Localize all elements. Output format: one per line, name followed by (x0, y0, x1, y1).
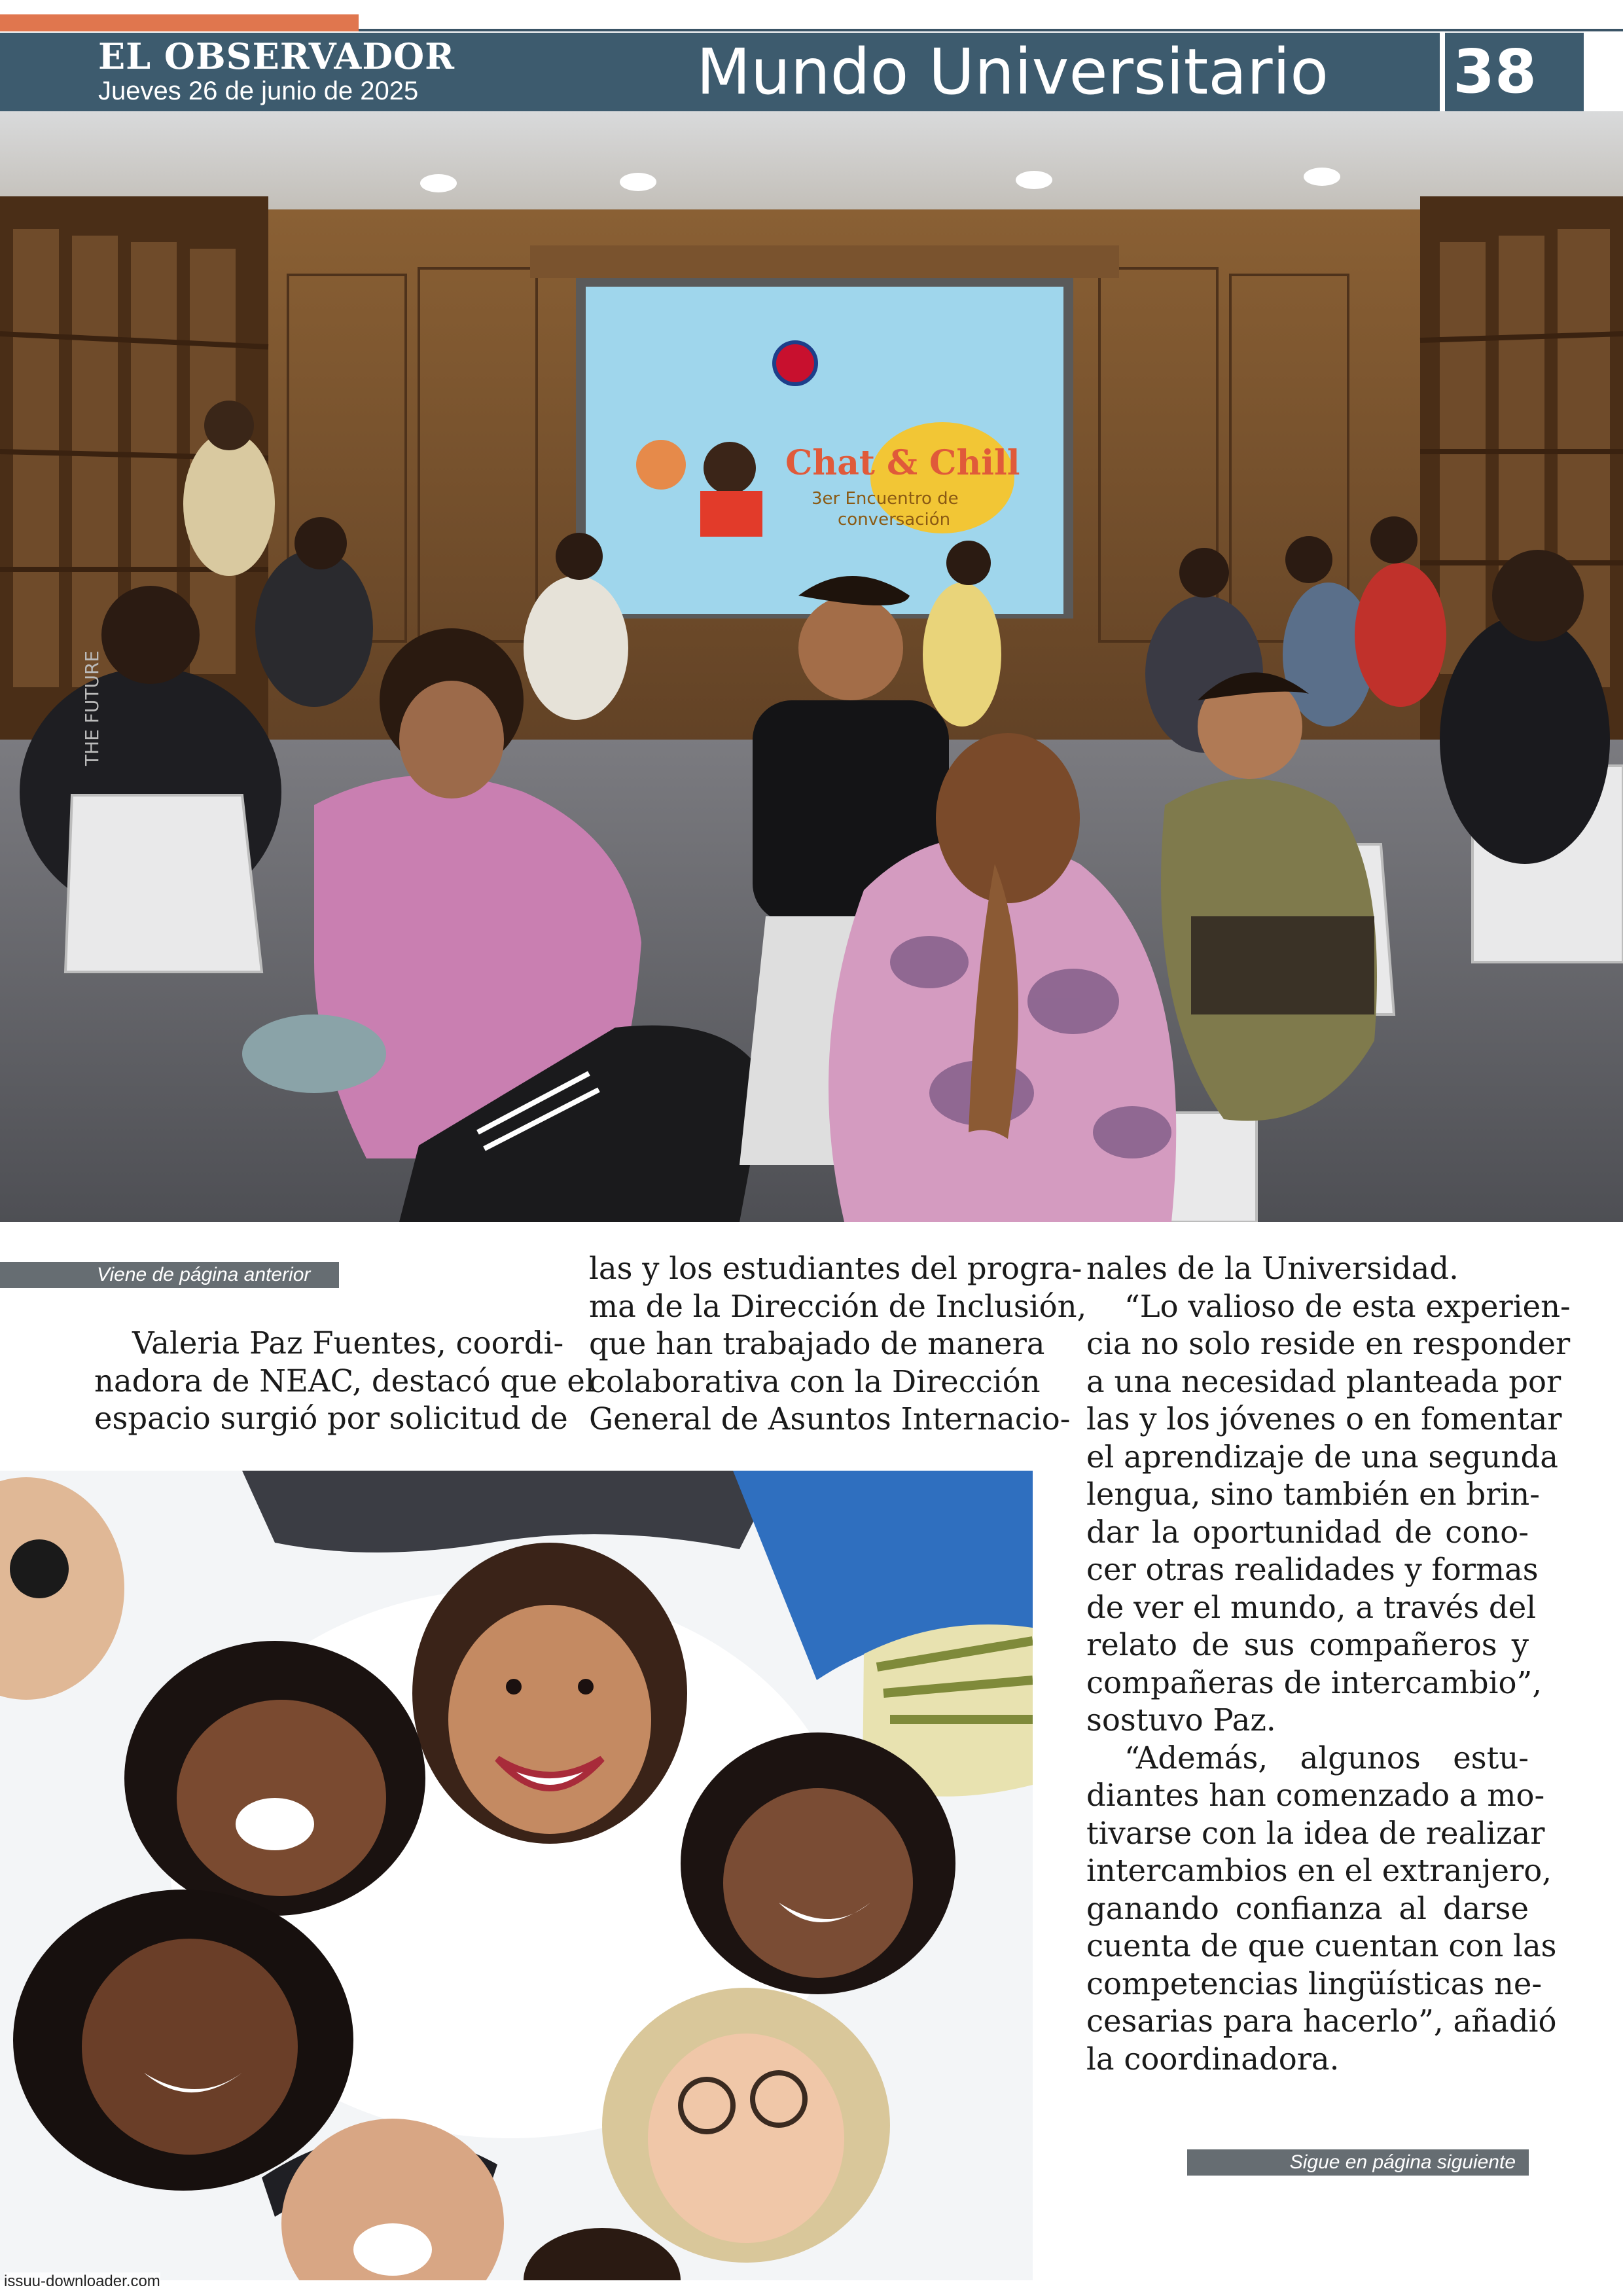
header-rule-line (359, 29, 1623, 31)
students-huddle-photo (0, 1471, 1033, 2280)
section-title: Mundo Universitario (696, 35, 1329, 109)
group-conversation-photo (0, 111, 1623, 1222)
watermark: issuu-downloader.com (4, 2272, 160, 2290)
masthead (98, 37, 455, 106)
article-line: cer otras realidades y formas (1086, 1552, 1539, 1587)
newspaper-name: EL OBSERVADOR (98, 35, 455, 77)
article-line: cia no solo reside en responder (1086, 1326, 1571, 1361)
article-line: diantes han comenzado a mo- (1086, 1778, 1545, 1813)
continues-on-label: Sigue en página siguiente (1187, 2149, 1529, 2176)
issue-date: Jueves 26 de junio de 2025 (98, 77, 419, 105)
article-column-1 (94, 1325, 595, 1438)
article-line: tivarse con la idea de realizar (1086, 1815, 1545, 1851)
article-line: las y los jóvenes o en fomentar (1086, 1401, 1562, 1437)
article-line: cesarias para hacerlo”, añadió (1086, 2003, 1557, 2039)
continued-from-label: Viene de página anterior (0, 1262, 339, 1288)
article-line: sostuvo Paz. (1086, 1702, 1276, 1738)
article-line: a una necesidad planteada por (1086, 1363, 1561, 1399)
section-separator (1440, 33, 1445, 111)
article-line: dar la oportunidad de cono- (1086, 1514, 1529, 1550)
page-number: 38 (1453, 37, 1537, 107)
shirt-text: THE FUTURE (81, 650, 103, 766)
article-line: colaborativa con la Dirección (589, 1363, 1041, 1399)
article-line: ma de la Dirección de Inclusión, (589, 1288, 1087, 1324)
article-line: nadora de NEAC, destacó que el (94, 1363, 595, 1399)
screen-subtitle-line-2: conversación (838, 510, 951, 529)
article-line: Valeria Paz Fuentes, coordi- (132, 1325, 564, 1361)
article-column-2 (589, 1250, 1087, 1439)
article-line: “Lo valioso de esta experien- (1124, 1288, 1571, 1324)
article-line: ganando confianza al darse (1086, 1890, 1529, 1926)
article-line: nales de la Universidad. (1086, 1251, 1459, 1286)
article-line: las y los estudiantes del progra- (589, 1251, 1082, 1286)
article-line: cuenta de que cuentan con las (1086, 1928, 1557, 1964)
screen-subtitle-line-1: 3er Encuentro de (812, 489, 959, 509)
article-line: la coordinadora. (1086, 2041, 1340, 2077)
page-header (0, 33, 1584, 111)
article-line: de ver el mundo, a través del (1086, 1589, 1537, 1625)
article-line: relato de sus compañeros y (1086, 1627, 1529, 1662)
article-column-3 (1086, 1250, 1571, 2078)
article-line: “Además, algunos estu- (1124, 1740, 1529, 1776)
article-line: General de Asuntos Internacio- (589, 1401, 1071, 1437)
article-line: intercambios en el extranjero, (1086, 1853, 1552, 1888)
article-line: competencias lingüísticas ne- (1086, 1965, 1543, 2001)
header-accent-bar (0, 14, 359, 31)
article-line: lengua, sino también en brin- (1086, 1477, 1540, 1512)
article-line: espacio surgió por solicitud de (94, 1401, 568, 1436)
article-line: compañeras de intercambio”, (1086, 1664, 1543, 1700)
article-line: el aprendizaje de una segunda (1086, 1439, 1558, 1475)
article-line: que han trabajado de manera (589, 1326, 1045, 1361)
screen-title: Chat & Chill (785, 443, 1020, 483)
